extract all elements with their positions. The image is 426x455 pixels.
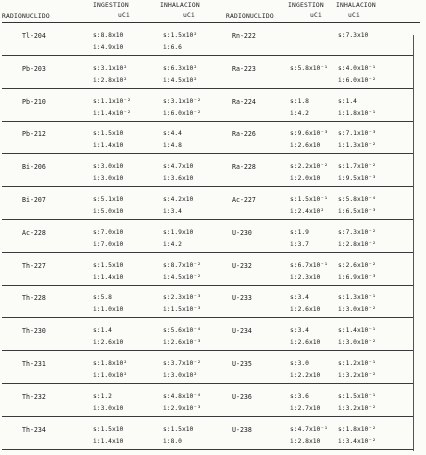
inhalacion-left-s: s:1.9x10 bbox=[163, 228, 194, 236]
ingestion-right-s: s:3.4 bbox=[290, 327, 309, 335]
inhalacion-right-i: i:3.2x10⁻² bbox=[338, 404, 376, 412]
ingestion-left-i: i:4.9x10 bbox=[93, 44, 124, 51]
ingestion-right-i: i:2.6x10 bbox=[290, 306, 321, 314]
inhalacion-left-s: s:5.6x10⁻⁴ bbox=[163, 327, 201, 335]
ingestion-right-s: s:3.6 bbox=[290, 392, 309, 400]
ingestion-left-s: s:1.5x10 bbox=[93, 425, 124, 433]
header-radionuclido-left: RADIONUCLIDO bbox=[2, 13, 50, 20]
ingestion-left-s: s:1.2 bbox=[93, 392, 112, 400]
ingestion-left-i: i:3.0x10 bbox=[93, 404, 124, 412]
ingestion-right-i: i:2.8x10 bbox=[290, 437, 321, 445]
inhalacion-left-i: i:3.0x10² bbox=[163, 372, 198, 379]
ingestion-right-i: i:2.0x10 bbox=[290, 175, 321, 183]
inhalacion-right-i: i:1.8x10⁻¹ bbox=[338, 109, 376, 117]
nuclide-right: Ac-227 bbox=[232, 196, 256, 204]
inhalacion-left-i: i:6.6 bbox=[163, 44, 182, 51]
nuclide-right: Ra-223 bbox=[232, 64, 256, 73]
nuclide-right: Ra-224 bbox=[232, 97, 256, 106]
ingestion-right-s: s:4.7x10⁻¹ bbox=[290, 425, 328, 433]
header-ingestion-right: INGESTION bbox=[288, 2, 324, 9]
inhalacion-right-i: i:3.0x10⁻² bbox=[338, 339, 376, 347]
inhalacion-right-i: i:9.5x10⁻³ bbox=[338, 175, 376, 183]
inhalacion-right-s: s:4.0x10⁻¹ bbox=[338, 64, 376, 72]
ingestion-left-s: s:5.8 bbox=[93, 294, 112, 302]
inhalacion-left-i: i:2.9x10⁻³ bbox=[163, 404, 201, 412]
inhalacion-right-s: s:7.1x10⁻³ bbox=[338, 130, 376, 138]
ingestion-right-s: s:5.8x10⁻¹ bbox=[290, 64, 328, 72]
inhalacion-right-s: s:1.5x10⁻¹ bbox=[338, 392, 376, 400]
ingestion-left-i: i:1.0x10² bbox=[93, 372, 128, 379]
ingestion-right-i: i:4.2 bbox=[290, 109, 309, 117]
inhalacion-left-s: s:4.4 bbox=[163, 130, 182, 138]
header-radionuclido-right: RADIONUCLIDO bbox=[226, 13, 274, 20]
table-row bbox=[0, 319, 426, 356]
ingestion-left-s: s:1.5x10 bbox=[93, 130, 124, 138]
header-uci-3: uCi bbox=[310, 12, 322, 19]
ingestion-left-i: i:7.0x10 bbox=[93, 240, 124, 248]
ingestion-left-i: i:1.4x10 bbox=[93, 437, 124, 445]
ingestion-left-i: i:1.4x10 bbox=[93, 273, 124, 281]
table-row bbox=[0, 188, 426, 225]
inhalacion-right-s: s:1.7x10⁻² bbox=[338, 163, 376, 171]
inhalacion-left-s: s:6.3x10² bbox=[163, 64, 198, 72]
ingestion-right-s: s:3.0 bbox=[290, 360, 309, 367]
inhalacion-right-i: i:6.5x10⁻³ bbox=[338, 208, 376, 215]
ingestion-left-s: s:7.0x10 bbox=[93, 228, 124, 236]
ingestion-left-i: i:2.6x10 bbox=[93, 339, 124, 347]
nuclide-left: Pb-203 bbox=[22, 64, 46, 73]
inhalacion-left-s: s:1.5x10² bbox=[163, 32, 198, 39]
inhalacion-left-i: i:4.8 bbox=[163, 142, 182, 150]
nuclide-right: Ra-228 bbox=[232, 163, 256, 172]
nuclide-right: U-236 bbox=[232, 392, 252, 401]
table-row bbox=[0, 122, 426, 159]
ingestion-left-s: s:5.1x10 bbox=[93, 196, 124, 203]
nuclide-right: U-232 bbox=[232, 261, 252, 270]
inhalacion-left-s: s:4.7x10 bbox=[163, 163, 194, 171]
header-uci-4: uCi bbox=[348, 12, 360, 19]
table-row bbox=[0, 385, 426, 422]
header-underline bbox=[2, 22, 420, 23]
ingestion-left-i: i:5.0x10 bbox=[93, 208, 124, 215]
header-uci-2: uCi bbox=[183, 12, 195, 19]
ingestion-right-s: s:1.9 bbox=[290, 228, 309, 236]
table-row bbox=[0, 221, 426, 258]
inhalacion-right-i: i:3.2x10⁻² bbox=[338, 372, 376, 379]
ingestion-right-s: s:1.8 bbox=[290, 97, 309, 105]
header-inhalacion-left: INHALACION bbox=[160, 2, 200, 9]
nuclide-left: Th-230 bbox=[22, 327, 46, 336]
table-header bbox=[0, 0, 426, 23]
inhalacion-right-s: s:1.8x10⁻² bbox=[338, 425, 376, 433]
ingestion-right-i: i:2.4x10² bbox=[290, 208, 325, 215]
inhalacion-right-s: s:2.6x10⁻² bbox=[338, 261, 376, 269]
inhalacion-left-i: i:4.5x10² bbox=[163, 76, 198, 84]
nuclide-right: U-238 bbox=[232, 425, 252, 434]
inhalacion-left-s: s:4.2x10 bbox=[163, 196, 194, 203]
nuclide-left: Bi-207 bbox=[22, 196, 46, 204]
ingestion-right-i: i:2.6x10 bbox=[290, 339, 321, 347]
header-uci-1: uCi bbox=[118, 12, 130, 19]
inhalacion-right-s: s:7.3x10⁻² bbox=[338, 228, 376, 236]
nuclide-right: U-233 bbox=[232, 294, 252, 303]
table-row bbox=[0, 418, 426, 455]
ingestion-right-i: i:2.7x10 bbox=[290, 404, 321, 412]
ingestion-left-i: i:1.0x10 bbox=[93, 306, 124, 314]
row-divider bbox=[2, 449, 414, 450]
inhalacion-right-i: i:6.0x10⁻² bbox=[338, 76, 376, 84]
inhalacion-right-i: i:3.4x10⁻² bbox=[338, 437, 376, 445]
inhalacion-left-i: i:1.5x10⁻³ bbox=[163, 306, 201, 314]
inhalacion-left-i: i:6.0x10⁻² bbox=[163, 109, 201, 117]
ingestion-left-s: s:1.8x10² bbox=[93, 360, 128, 367]
inhalacion-left-s: s:2.3x10⁻³ bbox=[163, 294, 201, 302]
ingestion-left-i: i:1.4x10 bbox=[93, 142, 124, 150]
nuclide-right: U-235 bbox=[232, 360, 252, 368]
inhalacion-right-i: i:6.9x10⁻³ bbox=[338, 273, 376, 281]
ingestion-left-i: i:3.0x10 bbox=[93, 175, 124, 183]
ingestion-left-s: s:3.0x10 bbox=[93, 163, 124, 171]
table-row bbox=[0, 24, 426, 61]
ingestion-left-s: s:3.1x10² bbox=[93, 64, 128, 72]
ingestion-right-s: s:2.2x10⁻² bbox=[290, 163, 328, 171]
inhalacion-left-i: i:3.4 bbox=[163, 208, 182, 215]
table-row bbox=[0, 286, 426, 323]
inhalacion-left-s: s:3.1x10⁻² bbox=[163, 97, 201, 105]
inhalacion-left-s: s:1.5x10 bbox=[163, 425, 194, 433]
inhalacion-left-i: i:8.0 bbox=[163, 437, 182, 445]
inhalacion-right-s: s:1.3x10⁻¹ bbox=[338, 294, 376, 302]
inhalacion-right-s: s:7.3x10 bbox=[338, 32, 369, 39]
nuclide-left: Bi-206 bbox=[22, 163, 46, 172]
inhalacion-right-s: s:1.4x10⁻¹ bbox=[338, 327, 376, 335]
nuclide-left: Tl-204 bbox=[22, 32, 46, 40]
header-inhalacion-right: INHALACION bbox=[336, 2, 376, 9]
ingestion-right-s: s:3.4 bbox=[290, 294, 309, 302]
ingestion-right-s: s:6.7x10⁻¹ bbox=[290, 261, 328, 269]
table-row bbox=[0, 155, 426, 192]
ingestion-right-s: s:1.5x10⁻¹ bbox=[290, 196, 328, 203]
ingestion-left-s: s:8.8x10 bbox=[93, 32, 124, 39]
table-row bbox=[0, 254, 426, 291]
inhalacion-left-i: i:4.5x10⁻² bbox=[163, 273, 201, 281]
inhalacion-right-s: s:1.2x10⁻¹ bbox=[338, 360, 376, 367]
ingestion-right-i: i:3.7 bbox=[290, 240, 309, 248]
ingestion-right-i: i:2.6x10 bbox=[290, 142, 321, 150]
header-ingestion-left: INGESTION bbox=[93, 2, 129, 9]
nuclide-right: U-234 bbox=[232, 327, 252, 336]
ingestion-left-s: s:1.4 bbox=[93, 327, 112, 335]
nuclide-left: Th-234 bbox=[22, 425, 46, 434]
ingestion-right-i: i:2.2x10 bbox=[290, 372, 321, 379]
nuclide-left: Th-231 bbox=[22, 360, 46, 368]
inhalacion-left-i: i:4.2 bbox=[163, 240, 182, 248]
inhalacion-left-i: i:2.6x10⁻³ bbox=[163, 339, 201, 347]
right-border-line bbox=[413, 35, 414, 451]
ingestion-right-i: i:2.3x10 bbox=[290, 273, 321, 281]
ingestion-right-s: s:9.6x10⁻³ bbox=[290, 130, 328, 138]
nuclide-right: U-230 bbox=[232, 228, 252, 237]
nuclide-left: Th-228 bbox=[22, 294, 46, 303]
inhalacion-left-s: s:4.8x10⁻⁴ bbox=[163, 392, 201, 400]
ingestion-left-s: s:1.5x10 bbox=[93, 261, 124, 269]
ingestion-left-s: s:1.1x10⁻² bbox=[93, 97, 131, 105]
inhalacion-right-s: s:5.8x10⁻⁴ bbox=[338, 196, 376, 203]
nuclide-left: Th-227 bbox=[22, 261, 46, 270]
inhalacion-left-s: s:3.7x10⁻² bbox=[163, 360, 201, 367]
inhalacion-right-s: s:1.4 bbox=[338, 97, 357, 105]
nuclide-left: Th-232 bbox=[22, 392, 46, 401]
nuclide-left: Ac-228 bbox=[22, 228, 46, 237]
inhalacion-left-i: i:3.6x10 bbox=[163, 175, 194, 183]
nuclide-right: Ra-226 bbox=[232, 130, 256, 139]
nuclide-left: Pb-212 bbox=[22, 130, 46, 139]
nuclide-right: Rn-222 bbox=[232, 32, 256, 40]
ingestion-left-i: i:2.8x10² bbox=[93, 76, 128, 84]
inhalacion-right-i: i:3.0x10⁻² bbox=[338, 306, 376, 314]
table-row bbox=[0, 90, 426, 127]
ingestion-left-i: i:1.4x10⁻² bbox=[93, 109, 131, 117]
table-row bbox=[0, 57, 426, 94]
inhalacion-right-i: i:1.3x10⁻² bbox=[338, 142, 376, 150]
inhalacion-right-i: i:2.8x10⁻² bbox=[338, 240, 376, 248]
nuclide-left: Pb-210 bbox=[22, 97, 46, 106]
table-row bbox=[0, 352, 426, 389]
inhalacion-left-s: s:8.7x10⁻² bbox=[163, 261, 201, 269]
